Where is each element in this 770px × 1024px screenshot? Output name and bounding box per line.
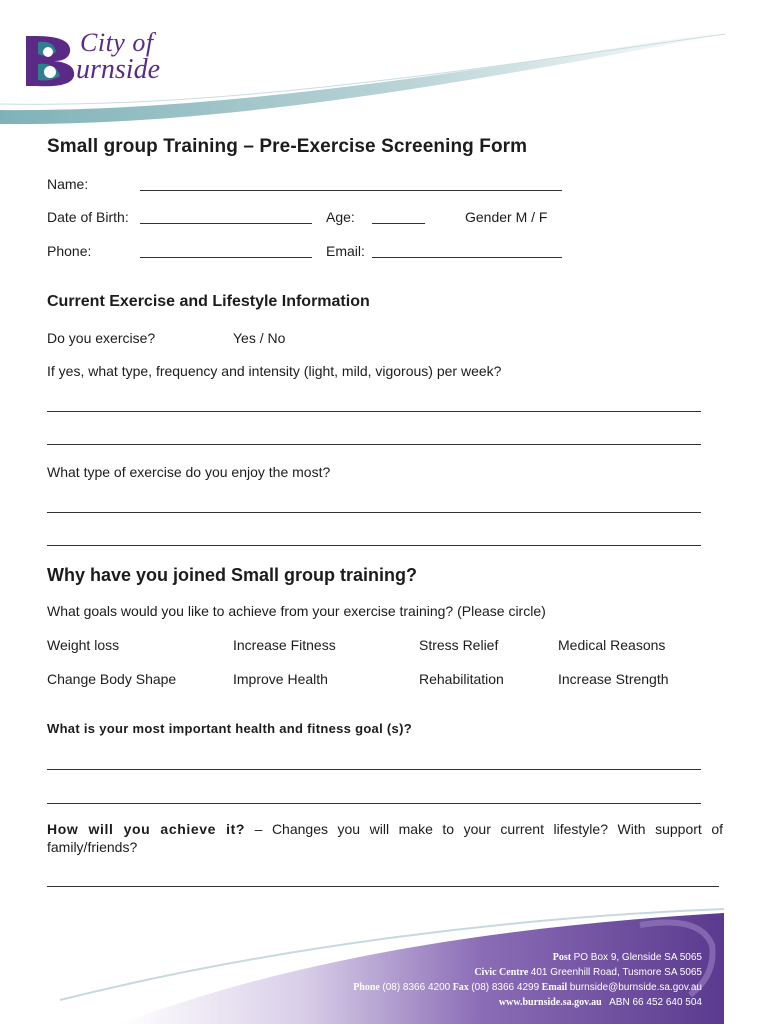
- age-label: Age:: [326, 209, 355, 225]
- answer-line[interactable]: [47, 411, 701, 412]
- phone-label: Phone:: [47, 243, 92, 259]
- footer-civic-label: Civic Centre: [474, 967, 529, 978]
- goals-question: What goals would you like to achieve from your exercise training? (Please circle): [47, 603, 546, 619]
- dob-field[interactable]: [140, 223, 312, 224]
- enjoy-exercise-question: What type of exercise do you enjoy the most?: [47, 464, 331, 480]
- email-label: Email:: [326, 243, 365, 259]
- footer-phone-value: (08) 8366 4200: [382, 982, 451, 993]
- exercise-type-question: If yes, what type, frequency and intensity (light, mild, vigorous) per week?: [47, 363, 502, 379]
- achieve-question-rest: – Changes you will make to your current lifestyle? With support of family/friends?: [47, 821, 723, 855]
- gender-label: Gender M / F: [465, 209, 548, 225]
- footer-post-line: [353, 950, 702, 965]
- age-field[interactable]: [372, 223, 425, 224]
- footer-email-label: Email: [541, 982, 568, 993]
- footer-fax-label: Fax: [452, 982, 469, 993]
- email-field[interactable]: [372, 257, 562, 258]
- answer-line[interactable]: [47, 545, 701, 546]
- footer-abn: ABN 66 452 640 504: [609, 997, 702, 1008]
- form-title: Small group Training – Pre-Exercise Screening Form: [47, 136, 528, 157]
- section-heading-goals: Why have you joined Small group training?: [47, 565, 418, 585]
- goal-option-increase-strength[interactable]: Increase Strength: [558, 671, 669, 687]
- goal-option-rehabilitation[interactable]: Rehabilitation: [419, 671, 504, 687]
- do-you-exercise-question: Do you exercise?: [47, 330, 156, 346]
- section-heading-exercise: Current Exercise and Lifestyle Information: [47, 293, 370, 310]
- goal-option-weight-loss[interactable]: Weight loss: [47, 637, 120, 653]
- footer-web-line: [353, 995, 702, 1010]
- goal-option-increase-fitness[interactable]: Increase Fitness: [233, 637, 336, 653]
- phone-field[interactable]: [140, 257, 312, 258]
- logo-line-2: urnside: [76, 54, 160, 85]
- logo-wordmark: [76, 28, 160, 85]
- footer-phone-line: [353, 980, 702, 995]
- footer-contact: [353, 950, 702, 1010]
- important-goal-question: What is your most important health and fitness goal (s)?: [47, 721, 412, 736]
- footer-email-value[interactable]: burnside@burnside.sa.gov.au: [569, 982, 702, 993]
- footer-civic-value: 401 Greenhill Road, Tusmore SA 5065: [530, 967, 702, 978]
- footer-fax-value: (08) 8366 4299: [471, 982, 540, 993]
- footer-civic-line: [353, 965, 702, 980]
- answer-line[interactable]: [47, 886, 719, 887]
- footer-phone-label: Phone: [353, 982, 380, 993]
- goal-option-improve-health[interactable]: Improve Health: [233, 671, 328, 687]
- answer-line[interactable]: [47, 512, 701, 513]
- yes-no-option[interactable]: Yes / No: [233, 330, 286, 346]
- logo-line-1: City of: [80, 28, 154, 57]
- name-label: Name:: [47, 176, 89, 192]
- footer-post-label: Post: [552, 952, 572, 963]
- achieve-question-bold: How will you achieve it?: [47, 821, 246, 837]
- goal-option-change-body-shape[interactable]: Change Body Shape: [47, 671, 177, 687]
- goal-option-stress-relief[interactable]: Stress Relief: [419, 637, 499, 653]
- answer-line[interactable]: [47, 769, 701, 770]
- answer-line[interactable]: [47, 803, 701, 804]
- answer-line[interactable]: [47, 444, 701, 445]
- footer-post-value: PO Box 9, Glenside SA 5065: [573, 952, 702, 963]
- footer-web-link[interactable]: www.burnside.sa.gov.au: [498, 997, 602, 1008]
- name-field[interactable]: [140, 190, 562, 191]
- goal-option-medical-reasons[interactable]: Medical Reasons: [558, 637, 666, 653]
- achieve-question: [47, 820, 723, 856]
- dob-label: Date of Birth:: [47, 209, 129, 225]
